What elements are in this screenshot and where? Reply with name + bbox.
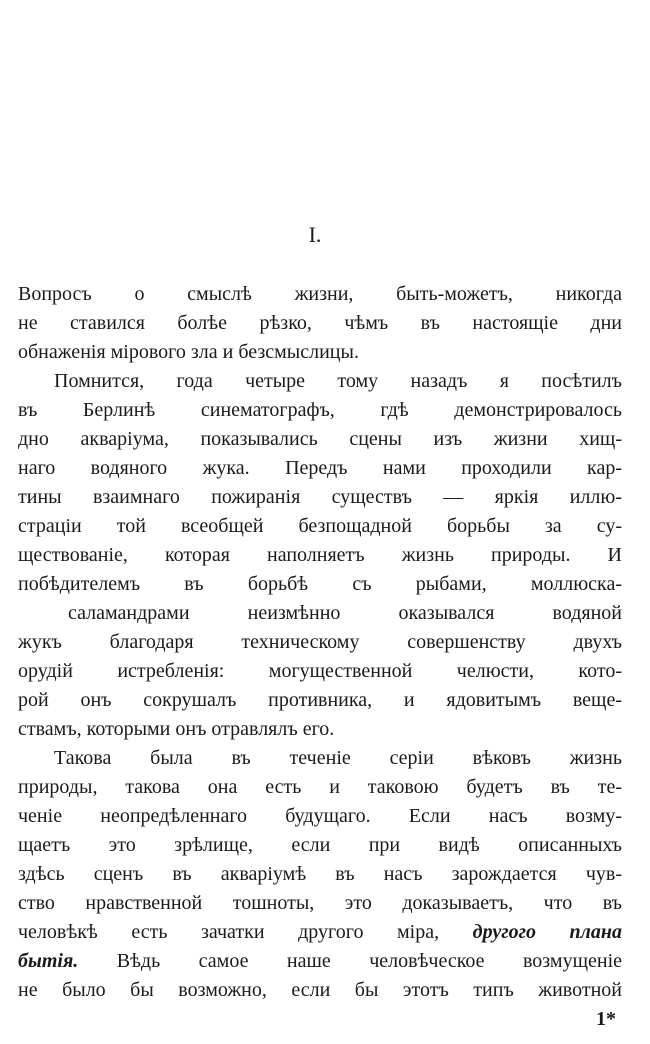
text-line: тины взаимнаго пожиранія существъ — яркія иллю-	[18, 486, 622, 508]
text-line-with-italic	[18, 947, 622, 976]
text-line: страціи той всеобщей безпощадной борьбы за су-	[18, 515, 622, 537]
text-segment: человѣкѣ есть зачатки другого міра,	[18, 921, 440, 943]
text-line: орудій истребленія: могущественной челюсти, кото-	[18, 660, 622, 682]
text-line: щаетъ это зрѣлище, если при видѣ описанныхъ	[18, 834, 622, 856]
text-line: дно акваріума, показывались сцены изъ жизни хищ-	[18, 428, 622, 450]
text-line: не ставился болѣе рѣзко, чѣмъ въ настоящіе дни	[18, 312, 622, 334]
text-line-with-italic	[18, 918, 622, 947]
text-segment: Вѣдь самое наше человѣческое возмущеніе	[116, 950, 622, 972]
italic-phrase: бытія.	[18, 950, 79, 972]
text-line: Помнится, года четыре тому назадъ я посѣтилъ	[54, 370, 622, 392]
text-line: ство нравственной тошноты, это доказываетъ, что въ	[18, 892, 622, 914]
chapter-number: I.	[308, 222, 322, 247]
body-text	[18, 280, 622, 1005]
text-line: рой онъ сокрушалъ противника, и ядовитымъ веще-	[18, 689, 622, 711]
text-line: Такова была въ теченіе серіи вѣковъ жизнь	[54, 747, 622, 769]
text-line: жукъ благодаря техническому совершенству двухъ	[18, 631, 622, 653]
text-line: ществованіе, которая наполняетъ жизнь природы. И	[18, 544, 622, 566]
page-number: 1*	[596, 1008, 616, 1030]
italic-phrase: другого плана	[472, 921, 622, 943]
text-line: въ Берлинѣ синематографъ, гдѣ демонстрировалось	[18, 399, 622, 421]
text-line: не было бы возможно, если бы этотъ типъ животной	[18, 979, 622, 1001]
text-line: наго водяного жука. Передъ нами проходили кар-	[18, 457, 622, 479]
text-line: природы, такова она есть и таковою будетъ въ те-	[18, 776, 622, 798]
text-line: саламандрами неизмѣнно оказывался водяной	[68, 602, 622, 624]
text-line: ствамъ, которыми онъ отравлялъ его.	[18, 718, 335, 740]
text-line: побѣдителемъ въ борьбѣ съ рыбами, моллюска-	[18, 573, 622, 595]
text-line: ченіе неопредѣленнаго будущаго. Если насъ возму-	[18, 805, 622, 827]
text-line: обнаженія мірового зла и безсмыслицы.	[18, 341, 359, 363]
text-line: Вопросъ о смыслѣ жизни, быть-можетъ, никогда	[18, 283, 622, 305]
text-line: здѣсь сценъ въ акваріумѣ въ насъ зарождается чув-	[18, 863, 622, 885]
